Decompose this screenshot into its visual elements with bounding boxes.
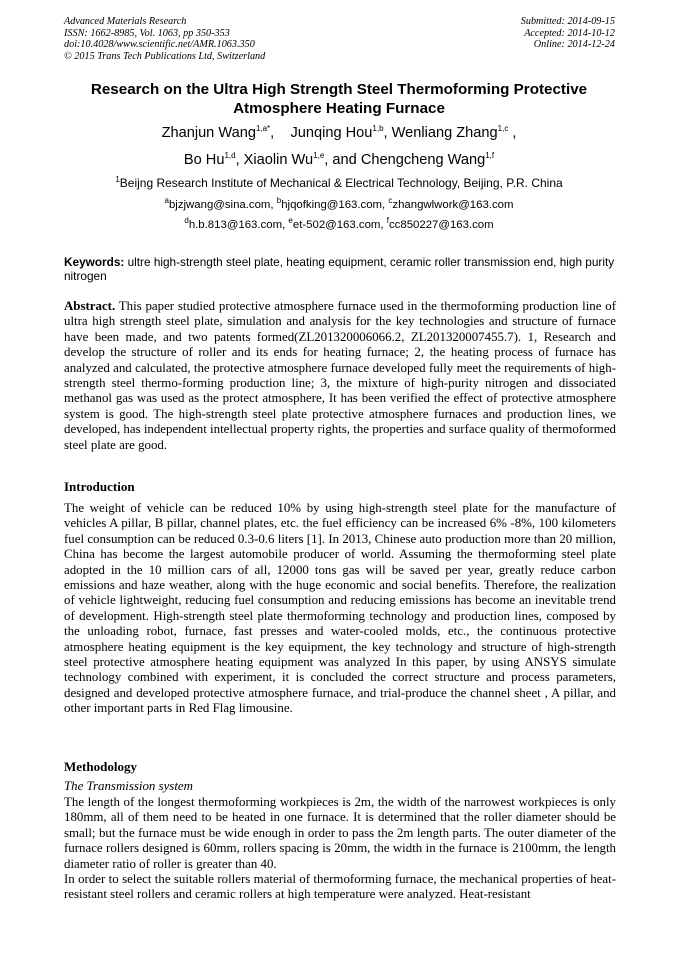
submitted-date: Submitted: 2014-09-15 xyxy=(520,16,615,27)
author-name: Xiaolin Wu xyxy=(243,152,314,168)
accepted-date: Accepted: 2014-10-12 xyxy=(524,27,615,39)
keywords xyxy=(64,255,616,283)
transmission-subheading: The Transmission system xyxy=(64,779,193,793)
author-sep: , xyxy=(235,152,244,168)
introduction-paragraph: The weight of vehicle can be reduced 10% by using high-strength steel plate for the manufacture of vehicles A pillar, B pillar, channel plates, etc. the fuel efficiency can be increased 6% -8%, 100 kilometers fuel consumption can be reduced 0.3-0.6 liters [1]. In 2013, Chinese auto production more than 20 million, China has become the largest automobile producer of world. Assuming the thermoforming steel plate adopted in the 10 million cars of all, 12000 tons gas will be saved per year, greatly reduce carbon emissions and haze weather, along with the huge economic and social benefits. Therefore, the realization of vehicle lightweight, reducing fuel consumption and reducing emissions has become an inevitable trend of development. High-strength steel plate thermoforming technology and production lines, composed by the unloading robot, furnace, fast presses and water-cooled molds, etc., the continuous protective atmosphere heating equipment is the key equipment, the key technology and structure of high-strength steel protective atmosphere heating equipment was analyzed In this paper, by using ANSYS simulate technology combined with experiment, it is concluded the correct structure and process parameters, designed and developed protective atmosphere furnace, and trial-produce the channel sheet , A pillar, and other important parts in Red Flag limousine. xyxy=(64,501,616,716)
introduction-text xyxy=(64,501,616,717)
journal-copyright: © 2015 Trans Tech Publications Ltd, Switzerland xyxy=(64,50,266,62)
author-name: Zhanjun Wang xyxy=(161,125,256,141)
author-sup: 1,d xyxy=(224,151,236,161)
email-line-2: $^d$h.b.813@163.com, $^e$et-502@163.com, $^f$cc850227@163.com xyxy=(184,216,494,231)
affiliation-text: Beijng Research Institute of Mechanical & Electrical Technology, Beijing, P.R. China xyxy=(119,176,563,190)
methodology-paragraph-1: The length of the longest thermoforming workpieces is 2m, the width of the narrowest workpieces is only 180mm, all of them need to be heated in one furnace. It is determined that the roller diameter should be small; but the furnace must be wide enough in order to pass the 2m length parts. The outer diameter of the furnace rollers designed is 60mm, rollers spacing is 20mm, the width in the furnace is 2100mm, the length diameter ratio of roller is greater than 40. xyxy=(64,795,616,871)
author-sep: , xyxy=(270,125,287,141)
journal-header xyxy=(64,16,265,62)
author-name: Bo Hu xyxy=(183,152,225,168)
author-sup: 1,c xyxy=(497,124,509,134)
author-sep: , and xyxy=(324,152,361,168)
dates-header xyxy=(521,16,615,51)
methodology-paragraph-2: In order to select the suitable rollers material of thermoforming furnace, the mechanical properties of heat-resistant steel rollers and ceramic rollers at high temperature were analyzed. Heat-resistant xyxy=(64,872,616,902)
author-line-1 xyxy=(64,123,614,143)
journal-doi: doi:10.4028/www.scientific.net/AMR.1063.350 xyxy=(64,39,255,51)
author-sup: 1,a* xyxy=(255,124,271,134)
introduction-heading: Introduction xyxy=(64,479,135,494)
author-name: Chengcheng Wang xyxy=(360,152,486,168)
author-sup: 1,f xyxy=(485,151,495,161)
email-c[interactable]: zhangwlwork@163.com xyxy=(392,199,514,211)
online-date: Online: 2014-12-24 xyxy=(533,39,615,51)
email-d[interactable]: h.b.813@163.com, xyxy=(188,219,289,231)
paper-title xyxy=(64,80,614,118)
author-sep: , xyxy=(508,125,517,141)
methodology-heading: Methodology xyxy=(64,759,137,774)
email-f[interactable]: cc850227@163.com xyxy=(388,219,494,231)
title-line-1: Research on the Ultra High Strength Steel Thermoforming Protective xyxy=(90,81,588,98)
keywords-label: Keywords: xyxy=(64,255,125,269)
author-name: Wenliang Zhang xyxy=(391,125,498,141)
abstract-text: This paper studied protective atmosphere furnace used in the thermoforming production line of ultra high strength steel plate, simulation and analysis for the key technologies and structure of furnace have been made, and two patents formed(ZL201320006066.2, ZL201320007455.7). 1, Research and develop the structure of roller and its ends for heating furnace; 2, the heating process of furnace has analyzed and calculated, the protective atmosphere furnace developed fully meet the requirements of high-strength steel thermo-forming production line; 3, the mixture of high-purity nitrogen and dissociated methanol gas was used as the protect atmosphere, It has been verified the effect of protective atmosphere system is good. The high-strength steel plate protective atmosphere furnaces and production lines, we developed, has independent intellectual property rights, the properties and surface quality of thermoformed steel plate are good. xyxy=(64,299,616,452)
abstract-label: Abstract. xyxy=(64,299,116,313)
email-e[interactable]: et-502@163.com, xyxy=(292,219,387,231)
methodology-text xyxy=(64,795,616,903)
author-sup: 1,b xyxy=(372,124,384,134)
email-line-1: $^a$bjzjwang@sina.com, $^b$hjqofking@163.com, $^c$zhangwlwork@163.com xyxy=(164,196,514,211)
journal-issn: ISSN: 1662-8985, Vol. 1063, pp 350-353 xyxy=(64,27,230,39)
keywords-text: ultre high-strength steel plate, heating equipment, ceramic roller transmission end, high purity nitrogen xyxy=(64,255,615,284)
author-sep: , xyxy=(383,125,392,141)
journal-name: Advanced Materials Research xyxy=(64,16,187,27)
email-b[interactable]: hjqofking@163.com, xyxy=(281,199,389,211)
author-name: Junqing Hou xyxy=(290,125,373,141)
author-sup: 1,e xyxy=(313,151,325,161)
affiliation xyxy=(64,176,614,190)
affiliation-sup: 1 xyxy=(115,175,120,184)
email-a[interactable]: bjzjwang@sina.com, xyxy=(168,199,277,211)
author-line-2 xyxy=(64,150,614,170)
abstract xyxy=(64,299,616,453)
title-line-2: Atmosphere Heating Furnace xyxy=(233,100,445,117)
